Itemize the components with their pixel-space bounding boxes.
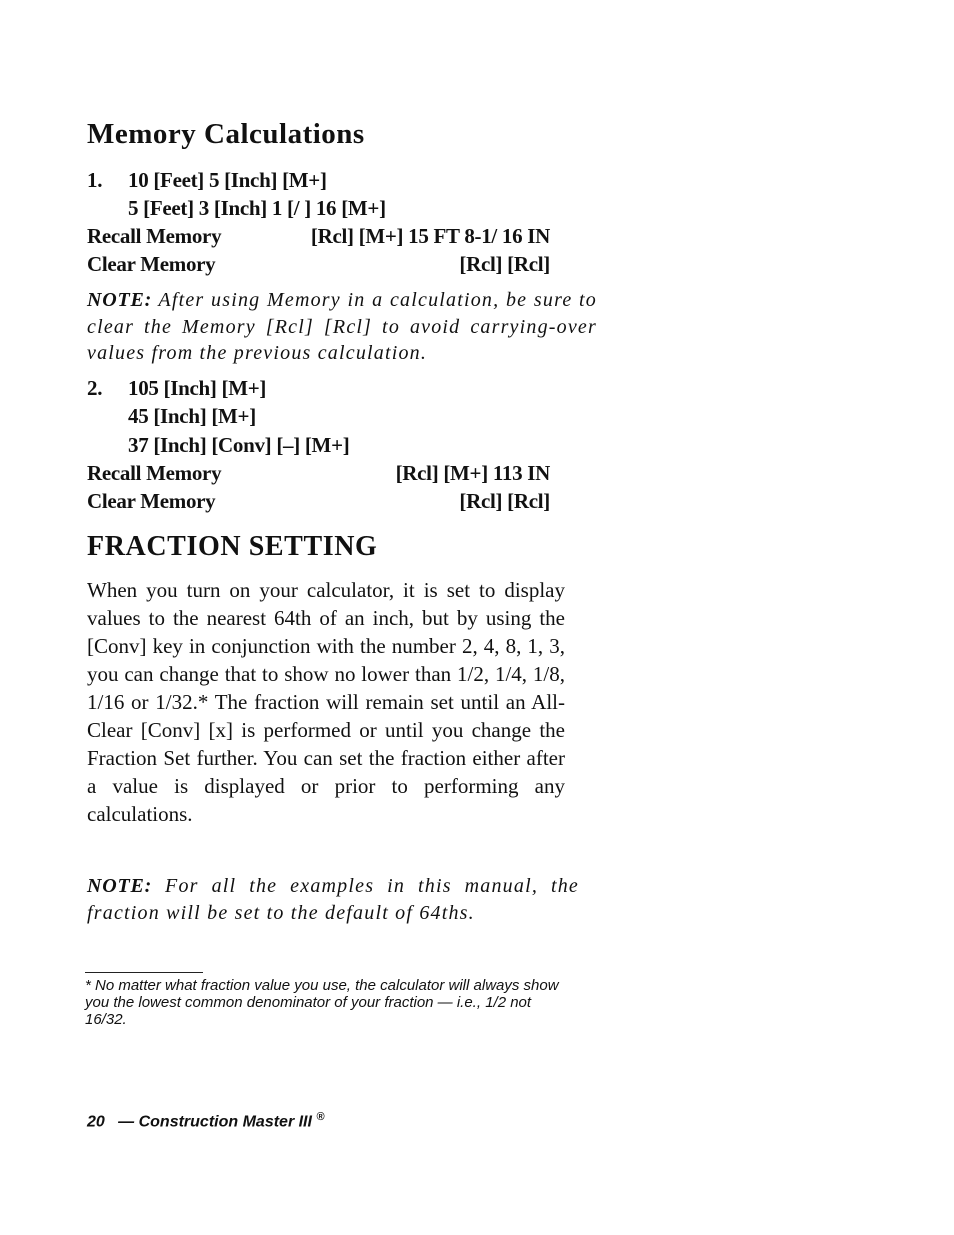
memory-note-label: NOTE:	[87, 289, 153, 311]
example-1-line-1: 10 [Feet] 5 [Inch] [M+]	[128, 168, 327, 192]
fraction-note-label: NOTE:	[87, 875, 153, 897]
example-1-line-2: 5 [Feet] 3 [Inch] 1 [/ ] 16 [M+]	[128, 196, 386, 220]
section-title-memory: Memory Calculations	[87, 118, 365, 150]
example-2-clear-label: Clear Memory	[87, 489, 216, 513]
section-title-fraction: FRACTION SETTING	[87, 531, 378, 562]
memory-note-text: After using Memory in a calculation, be sure to clear the Memory [Rcl] [Rcl] to avoid carrying-over values from the previous calculation.	[87, 289, 598, 364]
example-2-line-2: 45 [Inch] [M+]	[128, 404, 256, 428]
fraction-note-text: For all the examples in this manual, the fraction will be set to the default of 64ths.	[87, 875, 579, 924]
example-2-number: 2.	[87, 376, 103, 400]
footnote: * No matter what fraction value you use, the calculator will always show you the lowest common denominator of your fraction — i.e., 1/2 not 16/32.	[85, 977, 559, 1028]
example-2-line-3: 37 [Inch] [Conv] [–] [M+]	[128, 433, 350, 457]
example-2-recall-value: [Rcl] [M+] 113 IN	[395, 461, 550, 485]
example-1-recall-label: Recall Memory	[87, 224, 222, 248]
footnote-divider	[85, 972, 203, 973]
footer-product-name: Construction Master III	[138, 1113, 312, 1131]
example-1-clear-value: [Rcl] [Rcl]	[459, 252, 550, 276]
page-number: 20	[87, 1113, 105, 1131]
fraction-paragraph: When you turn on your calculator, it is set to display values to the nearest 64th of an inch, but by using the [Conv] key in conjunction with the number 2, 4, 8, 1, 3, you can change that to show no lower than 1/2, 1/4, 1/8, 1/16 or 1/32.* The fraction will remain set until an All-Clear [Conv] [x] is performed or until you change the Fraction Set further. You can set the fraction either after a value is displayed or prior to performing any calculations.	[87, 578, 565, 826]
example-1-number: 1.	[87, 168, 103, 192]
memory-note	[87, 287, 597, 367]
example-1-recall-value: [Rcl] [M+] 15 FT 8-1/ 16 IN	[310, 224, 550, 248]
example-2-recall-label: Recall Memory	[87, 461, 222, 485]
fraction-note	[87, 873, 579, 926]
footer-separator: —	[118, 1113, 135, 1131]
page-footer	[87, 1111, 325, 1131]
example-2-line-1: 105 [Inch] [M+]	[128, 376, 267, 400]
example-2-clear-value: [Rcl] [Rcl]	[459, 489, 550, 513]
example-1-clear-label: Clear Memory	[87, 252, 216, 276]
registered-mark: ®	[316, 1111, 325, 1123]
